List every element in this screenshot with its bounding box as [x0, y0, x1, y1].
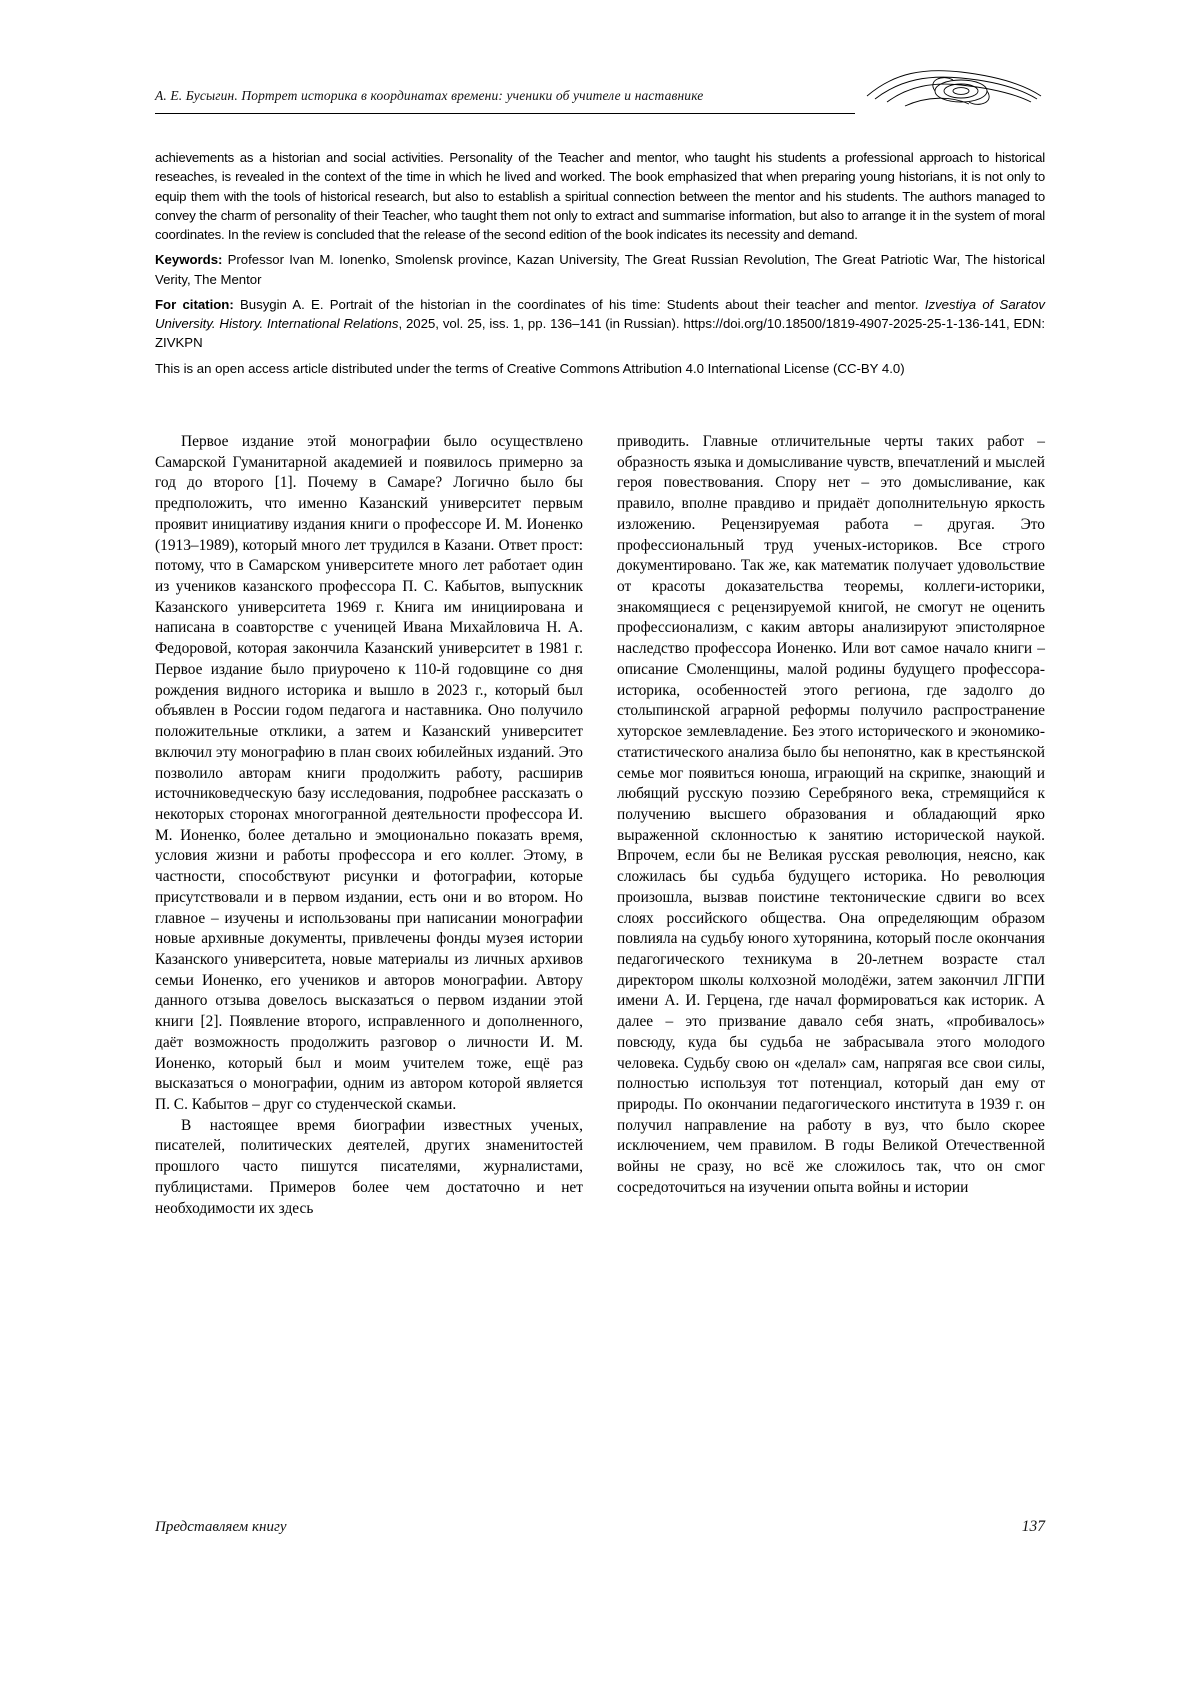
footer-section-label: Представляем книгу — [155, 1519, 287, 1535]
paragraph: Первое издание этой монографии было осуществлено Самарской Гуманитарной академией и появилось примерно за год до второго [1]. Почему в Самаре? Логично было бы предположить, что именно Казанский университет первым проявит инициативу издания книги о профессоре И. М. Ионенко (1913–1989), который много лет трудился в Казани. Ответ прост: потому, что в Самарском университете много лет работает один из учеников казанского профессора П. С. Кабытов, выпускник Казанского университета 1969 г. Книга им инициирована и написана в соавторстве с ученицей Ивана Михайловича Н. А. Федоровой, которая закончила Казанский университет в 1981 г. Первое издание было приурочено к 110-й годовщине со дня рождения видного историка и вышло в 2023 г., который был объявлен в России годом педагога и наставника. Оно получило положительные отклики, а затем и Казанский университет включил эту монографию в план своих юбилейных изданий. Это позволило авторам книги продолжить работу, расширив источниковедческую базу исследования, подробнее рассказать о некоторых сторонах многогранной деятельности профессора И. М. Ионенко, более детально и эмоционально показать время, условия жизни и работы профессора и его коллег. Этому, в частности, способствуют рисунки и фотографии, которые присутствовали и в первом издании, есть они и во втором. Но главное – изучены и использованы при написании монографии новые архивные документы, привлечены фонды музея истории Казанского университета, новые материалы из личных архивов семьи Ионенко, его учеников и авторов монографии. Автору данного отзыва довелось высказаться о первом издании этой книги [2]. Появление второго, исправленного и дополненного, даёт возможность продолжить разговор о личности И. М. Ионенко, который был и моим учителем тоже, ещё раз высказаться о монографии, одним из автором которой является П. С. Кабытов – друг со студенческой скамьи. — [155, 433, 583, 1113]
keywords-line — [155, 250, 1045, 289]
citation-line — [155, 295, 1045, 353]
abstract-text: achievements as a historian and social activities. Personality of the Teacher and mentor, who taught his students a professional approach to historical reseaches, is revealed in the context of the time in which he lived and worked. The book emphasized that when preparing young historians, it is not only to equip them with the tools of historical research, but also to establish a spiritual connection between the mentor and his students. The authors managed to convey the charm of personality of their Teacher, who taught them not only to extract and summarise information, but also to arrange it in the system of moral coordinates. In the review is concluded that the release of the second edition of the book indicates its necessity and demand. — [155, 150, 1045, 243]
citation-text-part2: , 2025, vol. 25, iss. 1, pp. 136–141 (in Russian). https://doi.org/10.18500/1819-4907-2025-25-1-136-141, EDN: ZIVKPN — [155, 316, 1046, 351]
left-column — [155, 432, 583, 1467]
decorative-swirl-ornament — [865, 66, 1045, 114]
citation-label: For citation: — [155, 296, 234, 312]
body-columns — [155, 432, 1045, 1467]
page-number: 137 — [1021, 1518, 1045, 1535]
keywords-label: Keywords: — [155, 252, 223, 268]
running-head — [155, 88, 1045, 104]
right-column — [617, 432, 1045, 1467]
abstract-block — [155, 148, 1045, 384]
keywords-text: Professor Ivan M. Ionenko, Smolensk province, Kazan University, The Great Russian Revolution, The Great Patriotic War, The historical Verity, The Mentor — [155, 252, 1045, 287]
license-line: This is an open access article distributed under the terms of Creative Commons Attribution 4.0 International License (CC-BY 4.0) — [155, 360, 905, 376]
header-divider — [155, 113, 855, 114]
page-footer — [155, 1518, 1045, 1536]
paragraph: В настоящее время биографии известных ученых, писателей, политических деятелей, других знаменитостей прошлого часто пишутся писателями, журналистами, публицистами. Примеров более чем достаточно и нет необходимости их здесь — [155, 1116, 583, 1217]
citation-journal: Izvestiya of Saratov University. History. International Relations — [155, 296, 1045, 332]
paragraph: приводить. Главные отличительные черты таких работ – образность языка и домысливание чувств, впечатлений и мыслей героя повествования. Спору нет – это домысливание, как правило, вполне правдиво и придаёт дополнительную яркость изложению. Рецензируемая работа – другая. Это профессиональный труд ученых-историков. Все строго документировано. Так же, как математик получает удовольствие от красоты доказательства теоремы, коллеги-историки, знакомящиеся с рецензируемой книгой, не смогут не оценить профессионализм, с каким авторы анализируют эпистолярное наследство профессора Ионенко. Или вот самое начало книги – описание Смоленщины, малой родины будущего профессора-историка, особенностей этого региона, где задолго до столыпинской аграрной реформы получило распространение хуторское землевладение. Без этого исторического и экономико-статистического анализа было бы непонятно, как в крестьянской семье мог появиться юноша, играющий на скрипке, знающий и любящий русскую поэзию Серебряного века, стремящийся к получению высшего образования и обладающий ярко выраженной склонностью к занятию исторической наукой. Впрочем, если бы не Великая русская революция, неясно, как сложилась бы судьба будущего историка. Но революция произошла, вызвав поистине тектонические сдвиги во всех слоях российского общества. Она определяющим образом повлияла на судьбу юного хуторянина, который после окончания педагогического техникума в 20-летнем возрасте стал директором школы колхозной молодёжи, затем закончил ЛГПИ имени А. И. Герцена, где начал формироваться как историк. А далее – это призвание давало себя знать, «пробивалось» повсюду, куда бы судьба не забрасывала этого молодого человека. Судьбу свою он «делал» сам, напрягая все свои силы, полностью используя тот потенциал, который дан ему от природы. По окончании педагогического института в 1939 г. он получил направление на работу в вуз, что было скорее исключением, чем правилом. В годы Великой Отечественной войны не сразу, но всё же сложилось так, что он смог сосредоточиться на изучении опыта войны и истории — [617, 433, 1045, 1196]
citation-text-part1: Busygin A. E. Portrait of the historian in the coordinates of his time: Students about their teacher and mentor. — [233, 296, 925, 312]
running-head-title: А. Е. Бусыгин. Портрет историка в координатах времени: ученики об учителе и наставнике — [155, 88, 704, 103]
